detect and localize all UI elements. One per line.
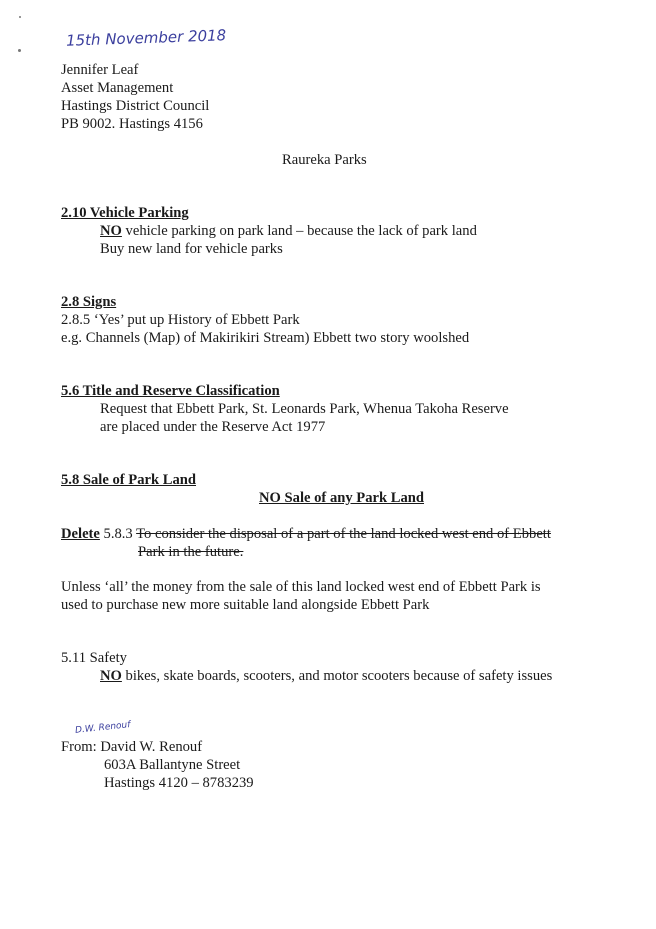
- delete-label: Delete: [61, 526, 100, 542]
- parking-line-1: [100, 222, 477, 240]
- signs-line-2: e.g. Channels (Map) of Makirikiri Stream) Ebbett two story woolshed: [61, 330, 470, 346]
- scan-speck: [19, 16, 21, 18]
- from-label: From:: [61, 739, 101, 755]
- signs-heading: 2.8 Signs: [61, 294, 117, 310]
- unless-line-1: Unless ‘all’ the money from the sale of this land locked west end of Ebbett Park is: [61, 579, 541, 595]
- parking-heading: 2.10 Vehicle Parking: [61, 205, 189, 221]
- title-reserve-heading: 5.6 Title and Reserve Classification: [61, 383, 280, 399]
- delete-ref: 5.8.3: [99, 526, 137, 542]
- recipient-organisation: Hastings District Council: [61, 98, 210, 114]
- recipient-name: Jennifer Leaf: [61, 62, 139, 78]
- parking-line-1-text: vehicle parking on park land – because the lack of park land: [121, 223, 477, 239]
- signs-line-1: 2.8.5 ‘Yes’ put up History of Ebbett Park: [61, 312, 300, 328]
- safety-heading: 5.11 Safety: [61, 650, 127, 666]
- sale-heading: 5.8 Sale of Park Land: [61, 472, 197, 488]
- letter-title: Raureka Parks: [282, 152, 367, 168]
- safety-line: [100, 667, 552, 685]
- sender-name: David W. Renouf: [100, 739, 203, 755]
- parking-line-2: Buy new land for vehicle parks: [100, 241, 283, 257]
- recipient-address: PB 9002. Hastings 4156: [61, 116, 203, 132]
- struck-clause-line-2: Park in the future.: [138, 544, 244, 560]
- handwritten-signature: D.W. Renouf: [74, 720, 131, 736]
- handwritten-date: 15th November 2018: [65, 26, 227, 50]
- sender-city-phone: Hastings 4120 – 8783239: [104, 775, 254, 791]
- parking-no: NO: [100, 223, 122, 239]
- sale-subheading: NO Sale of any Park Land: [259, 490, 425, 506]
- title-reserve-line-2: are placed under the Reserve Act 1977: [100, 419, 326, 435]
- safety-no: NO: [100, 668, 122, 684]
- sender-from-line: [61, 738, 202, 756]
- delete-line: [61, 525, 551, 543]
- title-reserve-line-1: Request that Ebbett Park, St. Leonards Park, Whenua Takoha Reserve: [100, 401, 509, 417]
- scan-speck: [18, 49, 21, 52]
- struck-clause-line-1: To consider the disposal of a part of the land locked west end of Ebbett: [136, 526, 551, 542]
- unless-line-2: used to purchase new more suitable land alongside Ebbett Park: [61, 597, 430, 613]
- safety-line-text: bikes, skate boards, scooters, and motor scooters because of safety issues: [121, 668, 553, 684]
- sender-street: 603A Ballantyne Street: [104, 757, 241, 773]
- recipient-department: Asset Management: [61, 80, 174, 96]
